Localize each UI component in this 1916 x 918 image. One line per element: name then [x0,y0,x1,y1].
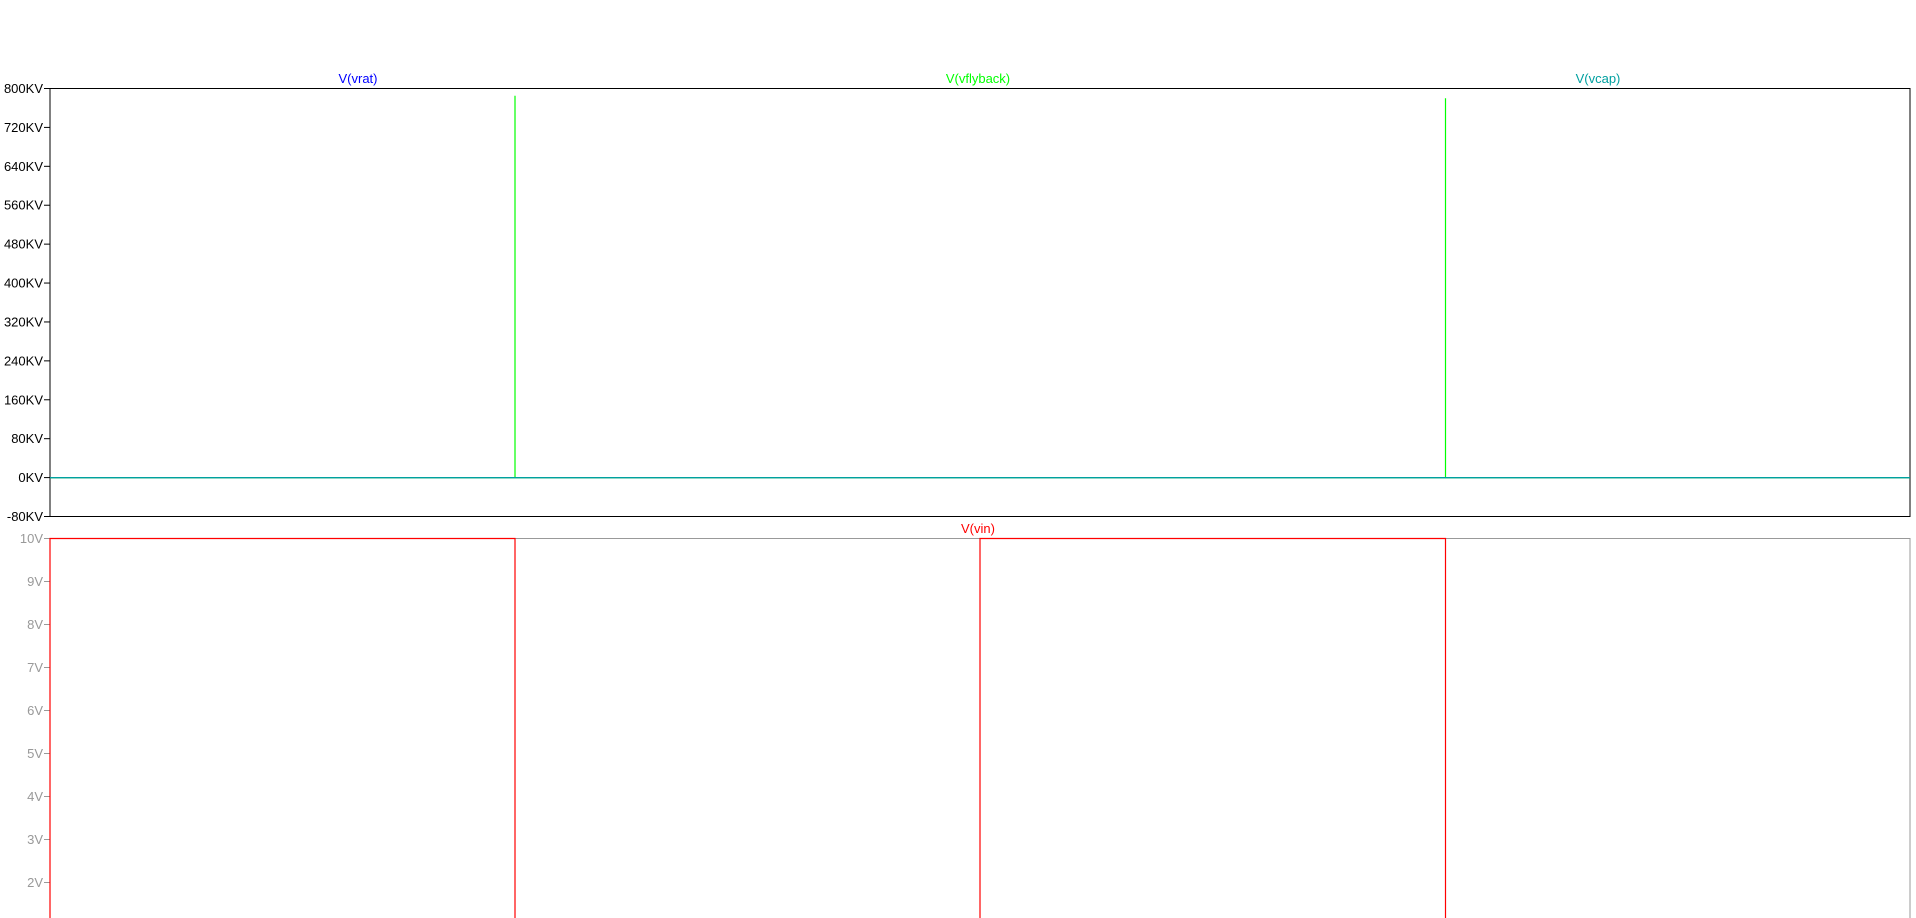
top-pane-y-axis [4,81,50,524]
top-y-tick-label: 800KV [3,81,43,96]
bottom-y-tick-label: 5V [27,746,43,761]
top-y-tick-label: 560KV [3,197,43,213]
top-pane [4,71,1910,524]
top-pane-frame [50,89,1910,517]
legend-vcap[interactable]: V(vcap) [1575,71,1621,86]
top-y-tick-label: 640KV [3,158,43,174]
legend-vflyback[interactable]: V(vflyback) [945,71,1011,86]
top-y-tick-label: 160KV [3,392,43,408]
bottom-y-tick-label: 6V [27,703,43,718]
bottom-y-tick-label: 10V [19,531,43,546]
bottom-pane-y-axis [20,531,50,890]
top-y-tick-label: 240KV [3,353,43,369]
bottom-y-tick-label: 3V [27,832,43,847]
bottom-y-tick-label: 7V [27,660,43,675]
top-y-tick-label: 320KV [3,314,43,330]
legend-vrat[interactable]: V(vrat) [338,71,378,86]
top-y-tick-label: 80KV [11,431,43,447]
bottom-y-tick-label: 4V [27,789,43,804]
bottom-pane-traces [50,539,1446,918]
trace-vvin [50,539,1446,918]
bottom-y-tick-label: 8V [27,617,43,632]
top-y-tick-label: 720KV [3,119,43,135]
legend-vin[interactable]: V(vin) [961,521,995,536]
top-y-tick-label: 0KV [18,470,43,486]
top-y-tick-label: 480KV [3,236,43,252]
top-y-tick-label: 400KV [3,275,43,291]
trace-vvflyback [50,96,1910,478]
top-y-tick-label: -80KV [6,509,43,524]
bottom-y-tick-label: 2V [27,875,43,890]
bottom-pane [20,521,1910,918]
top-pane-traces [50,96,1910,478]
bottom-y-tick-label: 9V [27,574,43,589]
